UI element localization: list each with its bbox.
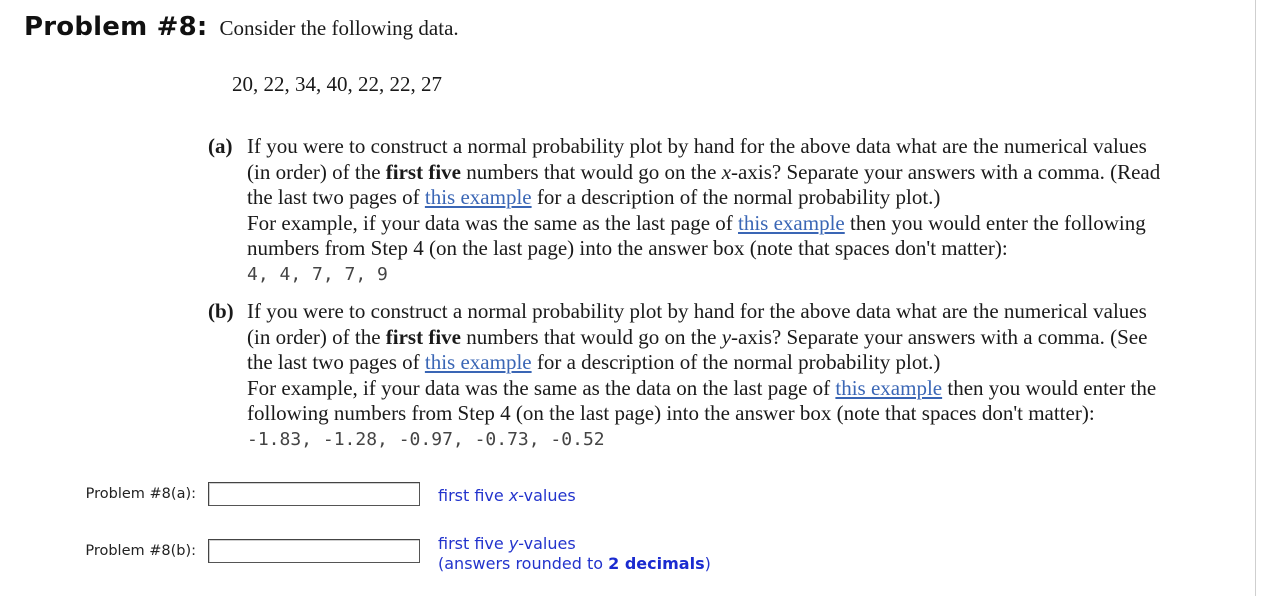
- text: (answers rounded to: [438, 554, 609, 573]
- part-b-example-answer: -1.83, -1.28, -0.97, -0.73, -0.52: [247, 428, 605, 450]
- problem-title: Problem #8:: [24, 12, 208, 42]
- part-a-line-4: [247, 211, 1238, 237]
- text: -axis? Separate your answers with a comma. (Read: [731, 159, 1161, 184]
- answer-a-hint: [438, 486, 576, 506]
- text: then you would enter the: [942, 375, 1157, 400]
- answer-a-label: Problem #8(a):: [85, 486, 196, 502]
- part-b-label: (b): [208, 299, 234, 323]
- text: If you were to construct a normal probability plot by hand for the above data what are the numerical values: [247, 299, 1147, 323]
- text: -values: [518, 534, 576, 553]
- axis-variable: x: [721, 159, 732, 184]
- part-b-line-1: [247, 299, 1238, 325]
- emphasis-first-five: first five: [385, 159, 461, 184]
- part-a-line-5: numbers from Step 4 (on the last page) into the answer box (note that spaces don't matter):: [247, 236, 1008, 260]
- answer-a-input[interactable]: [208, 482, 420, 506]
- answer-b-hint-line-1: [438, 534, 711, 554]
- text: for a description of the normal probability plot.): [531, 185, 941, 209]
- text: -axis? Separate your answers with a comma. (See: [731, 324, 1148, 349]
- text: numbers that would go on the: [461, 324, 722, 349]
- axis-variable: y: [508, 534, 519, 553]
- text: first five: [438, 534, 509, 553]
- part-a-label: (a): [208, 134, 233, 158]
- answer-row-a: [0, 476, 1255, 516]
- text: -values: [518, 486, 576, 505]
- emphasis-first-five: first five: [385, 324, 461, 349]
- part-a-example-answer: 4, 4, 7, 7, 9: [247, 263, 388, 285]
- this-example-link[interactable]: this example: [738, 210, 845, 235]
- axis-variable: y: [721, 324, 732, 349]
- part-b: [208, 299, 1238, 452]
- data-values: 20, 22, 34, 40, 22, 22, 27: [232, 72, 442, 96]
- answer-row-b: [0, 533, 1255, 573]
- part-a-line-3: [247, 185, 1238, 211]
- part-a-line-1: [247, 134, 1238, 160]
- page-right-border: [1255, 0, 1256, 596]
- text: then you would enter the following: [844, 210, 1146, 235]
- text: ): [704, 554, 711, 573]
- text: (in order) of the: [247, 159, 386, 184]
- decimals-emphasis: 2 decimals: [608, 554, 705, 573]
- part-b-line-5: following numbers from Step 4 (on the last page) into the answer box (note that spaces don't matter):: [247, 401, 1095, 425]
- problem-intro: Consider the following data.: [219, 16, 459, 40]
- text: For example, if your data was the same as the data on the last page of: [247, 375, 836, 400]
- part-b-text: [247, 299, 1238, 452]
- part-a-line-2: [247, 160, 1238, 186]
- part-b-line-4: [247, 376, 1238, 402]
- part-b-line-3: [247, 350, 1238, 376]
- text: the last two pages of: [247, 185, 425, 209]
- text: for a description of the normal probability plot.): [531, 350, 941, 374]
- part-a: [208, 134, 1238, 287]
- part-b-line-2: [247, 325, 1238, 351]
- this-example-link[interactable]: this example: [424, 350, 532, 374]
- answer-b-label: Problem #8(b):: [85, 543, 196, 559]
- problem-header: [24, 12, 459, 42]
- answer-b-hint-line-2: [438, 554, 711, 574]
- text: (in order) of the: [247, 324, 386, 349]
- this-example-link[interactable]: this example: [424, 185, 532, 209]
- this-example-link[interactable]: this example: [835, 375, 943, 400]
- part-a-text: [247, 134, 1238, 287]
- answer-b-hint: [438, 534, 711, 574]
- text: numbers that would go on the: [461, 159, 722, 184]
- text: For example, if your data was the same as the last page of: [247, 210, 739, 235]
- answer-b-input[interactable]: [208, 539, 420, 563]
- text: the last two pages of: [247, 350, 425, 374]
- text: first five: [438, 486, 509, 505]
- text: If you were to construct a normal probability plot by hand for the above data what are the numerical values: [247, 134, 1147, 158]
- axis-variable: x: [508, 486, 519, 505]
